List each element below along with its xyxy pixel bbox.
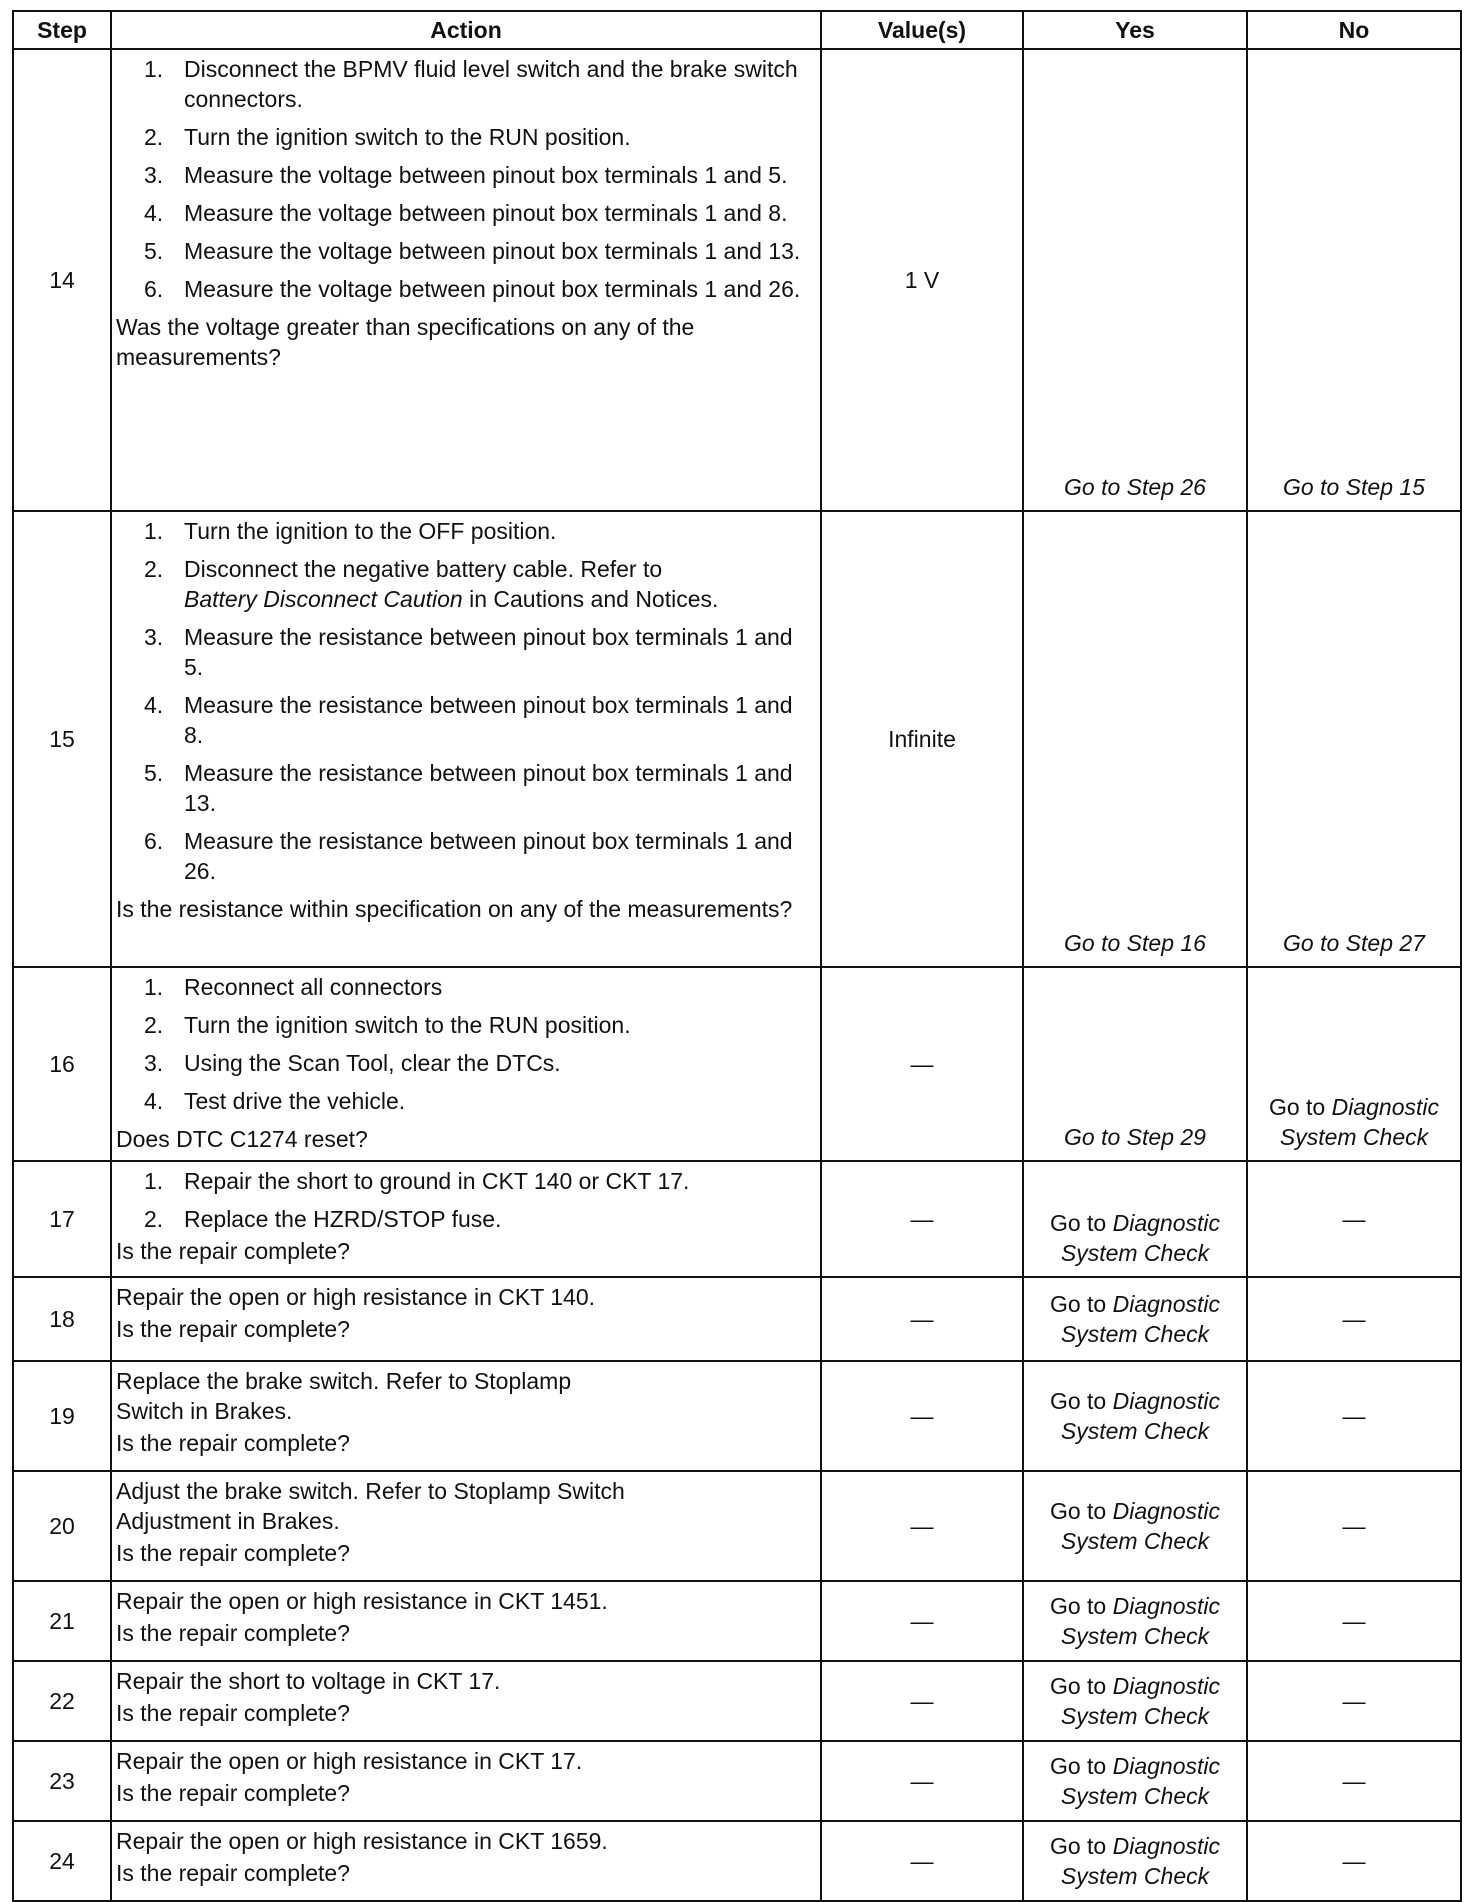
yes-cell bbox=[1023, 967, 1247, 1161]
action-steps-list bbox=[116, 516, 812, 886]
no-cell: — bbox=[1247, 1361, 1461, 1471]
action-cell bbox=[111, 49, 821, 511]
yes-link[interactable]: Go to Diagnostic System Check bbox=[1049, 1593, 1221, 1649]
table-row-step-23 bbox=[13, 1741, 1461, 1821]
table-row-step-16 bbox=[13, 967, 1461, 1161]
step-number: 18 bbox=[13, 1277, 111, 1361]
diagnostic-table-page bbox=[12, 10, 1460, 1902]
yes-link[interactable]: Go to Diagnostic System Check bbox=[1049, 1291, 1221, 1347]
action-step: 3. Measure the resistance between pinout box terminals 1 and 5. bbox=[144, 624, 793, 680]
yes-link[interactable]: Go to Step 26 bbox=[1064, 474, 1206, 500]
table-row-step-24 bbox=[13, 1821, 1461, 1901]
action-step: 2. Turn the ignition switch to the RUN position. bbox=[144, 124, 631, 150]
action-step: 1. Reconnect all connectors bbox=[144, 974, 443, 1000]
no-cell: — bbox=[1247, 1277, 1461, 1361]
step-number: 24 bbox=[13, 1821, 111, 1901]
action-cell bbox=[111, 1661, 821, 1741]
value-cell: — bbox=[821, 1661, 1023, 1741]
action-cell bbox=[111, 511, 821, 967]
value-cell: — bbox=[821, 1161, 1023, 1277]
action-question: Is the repair complete? bbox=[116, 1430, 350, 1456]
value-cell: — bbox=[821, 1821, 1023, 1901]
action-steps-list bbox=[116, 972, 812, 1116]
action-steps-list bbox=[116, 1166, 812, 1234]
value-cell: — bbox=[821, 1741, 1023, 1821]
action-step: 5. Measure the resistance between pinout box terminals 1 and 13. bbox=[144, 760, 793, 816]
no-link[interactable]: Go to Step 27 bbox=[1283, 930, 1425, 956]
no-link[interactable]: Go to Step 15 bbox=[1283, 474, 1425, 500]
diagnostic-table bbox=[12, 10, 1462, 1902]
action-text: Repair the open or high resistance in CKT 140. bbox=[116, 1284, 596, 1310]
action-step: 1. Turn the ignition to the OFF position. bbox=[144, 518, 557, 544]
yes-cell bbox=[1023, 1471, 1247, 1581]
yes-cell bbox=[1023, 511, 1247, 967]
table-row-step-18 bbox=[13, 1277, 1461, 1361]
action-text: Adjust the brake switch. Refer to Stoplamp Switch Adjustment in Brakes. bbox=[116, 1478, 625, 1534]
yes-cell bbox=[1023, 1581, 1247, 1661]
value-cell: 1 V bbox=[821, 49, 1023, 511]
action-question: Is the repair complete? bbox=[116, 1620, 350, 1646]
step-number: 20 bbox=[13, 1471, 111, 1581]
table-row-step-17 bbox=[13, 1161, 1461, 1277]
action-step: 2. Turn the ignition switch to the RUN position. bbox=[144, 1012, 631, 1038]
action-question: Is the repair complete? bbox=[116, 1860, 350, 1886]
yes-link[interactable]: Go to Diagnostic System Check bbox=[1049, 1753, 1221, 1809]
step-number: 17 bbox=[13, 1161, 111, 1277]
action-cell bbox=[111, 1277, 821, 1361]
action-cell bbox=[111, 1361, 821, 1471]
step-number: 16 bbox=[13, 967, 111, 1161]
yes-cell bbox=[1023, 1361, 1247, 1471]
no-cell: — bbox=[1247, 1581, 1461, 1661]
table-header-row bbox=[13, 11, 1461, 49]
yes-link[interactable]: Go to Diagnostic System Check bbox=[1049, 1210, 1221, 1266]
value-cell: — bbox=[821, 1361, 1023, 1471]
yes-link[interactable]: Go to Diagnostic System Check bbox=[1049, 1833, 1221, 1889]
action-text: Repair the short to voltage in CKT 17. bbox=[116, 1668, 501, 1694]
table-row-step-19 bbox=[13, 1361, 1461, 1471]
action-step: 2. Replace the HZRD/STOP fuse. bbox=[144, 1206, 502, 1232]
no-cell bbox=[1247, 49, 1461, 511]
action-cell bbox=[111, 1161, 821, 1277]
action-step: 5. Measure the voltage between pinout box terminals 1 and 13. bbox=[144, 238, 801, 264]
yes-cell bbox=[1023, 49, 1247, 511]
action-cell bbox=[111, 1581, 821, 1661]
yes-link[interactable]: Go to Step 29 bbox=[1064, 1124, 1206, 1150]
action-question: Is the resistance within specification on any of the measurements? bbox=[116, 896, 793, 922]
table-row-step-15 bbox=[13, 511, 1461, 967]
no-cell: — bbox=[1247, 1471, 1461, 1581]
yes-link[interactable]: Go to Step 16 bbox=[1064, 930, 1206, 956]
action-step: 2. Disconnect the negative battery cable. Refer to Battery Disconnect Caution in Cautions and Notices. bbox=[144, 556, 719, 612]
no-cell: — bbox=[1247, 1161, 1461, 1277]
step-number: 21 bbox=[13, 1581, 111, 1661]
action-step: 3. Using the Scan Tool, clear the DTCs. bbox=[144, 1050, 561, 1076]
table-row-step-22 bbox=[13, 1661, 1461, 1741]
no-cell bbox=[1247, 967, 1461, 1161]
action-cell bbox=[111, 1821, 821, 1901]
step-number: 14 bbox=[13, 49, 111, 511]
header-step: Step bbox=[13, 11, 111, 49]
table-row-step-20 bbox=[13, 1471, 1461, 1581]
yes-cell bbox=[1023, 1161, 1247, 1277]
action-text: Repair the open or high resistance in CKT 17. bbox=[116, 1748, 583, 1774]
action-step: 1. Disconnect the BPMV fluid level switch and the brake switch connectors. bbox=[144, 56, 798, 112]
no-cell bbox=[1247, 511, 1461, 967]
header-values: Value(s) bbox=[821, 11, 1023, 49]
value-cell: — bbox=[821, 967, 1023, 1161]
action-question: Is the repair complete? bbox=[116, 1540, 350, 1566]
step-number: 15 bbox=[13, 511, 111, 967]
action-question: Is the repair complete? bbox=[116, 1238, 350, 1264]
header-no: No bbox=[1247, 11, 1461, 49]
action-step: 4. Measure the voltage between pinout box terminals 1 and 8. bbox=[144, 200, 788, 226]
header-yes: Yes bbox=[1023, 11, 1247, 49]
action-step: 6. Measure the voltage between pinout box terminals 1 and 26. bbox=[144, 276, 801, 302]
action-text: Replace the brake switch. Refer to Stoplamp Switch in Brakes. bbox=[116, 1368, 572, 1424]
no-cell: — bbox=[1247, 1741, 1461, 1821]
header-action: Action bbox=[111, 11, 821, 49]
no-cell: — bbox=[1247, 1821, 1461, 1901]
yes-cell bbox=[1023, 1821, 1247, 1901]
action-question: Is the repair complete? bbox=[116, 1316, 350, 1342]
action-steps-list bbox=[116, 54, 812, 304]
no-cell: — bbox=[1247, 1661, 1461, 1741]
table-row-step-14 bbox=[13, 49, 1461, 511]
action-step: 4. Measure the resistance between pinout box terminals 1 and 8. bbox=[144, 692, 793, 748]
action-step: 6. Measure the resistance between pinout box terminals 1 and 26. bbox=[144, 828, 793, 884]
table-row-step-21 bbox=[13, 1581, 1461, 1661]
value-cell: Infinite bbox=[821, 511, 1023, 967]
action-question: Is the repair complete? bbox=[116, 1780, 350, 1806]
action-text: Repair the open or high resistance in CKT 1659. bbox=[116, 1828, 608, 1854]
action-cell bbox=[111, 1471, 821, 1581]
value-cell: — bbox=[821, 1277, 1023, 1361]
step-number: 23 bbox=[13, 1741, 111, 1821]
action-question: Does DTC C1274 reset? bbox=[116, 1126, 368, 1152]
step-number: 22 bbox=[13, 1661, 111, 1741]
action-text: Repair the open or high resistance in CKT 1451. bbox=[116, 1588, 608, 1614]
value-cell: — bbox=[821, 1581, 1023, 1661]
yes-cell bbox=[1023, 1741, 1247, 1821]
action-step: 4. Test drive the vehicle. bbox=[144, 1088, 406, 1114]
yes-link[interactable]: Go to Diagnostic System Check bbox=[1049, 1498, 1221, 1554]
action-question: Was the voltage greater than specifications on any of the measurements? bbox=[116, 314, 695, 370]
yes-link[interactable]: Go to Diagnostic System Check bbox=[1049, 1388, 1221, 1444]
action-question: Is the repair complete? bbox=[116, 1700, 350, 1726]
step-number: 19 bbox=[13, 1361, 111, 1471]
value-cell: — bbox=[821, 1471, 1023, 1581]
action-step: 1. Repair the short to ground in CKT 140 or CKT 17. bbox=[144, 1168, 690, 1194]
yes-cell bbox=[1023, 1277, 1247, 1361]
no-link[interactable]: Go to Diagnostic System Check bbox=[1268, 1094, 1440, 1150]
yes-cell bbox=[1023, 1661, 1247, 1741]
action-cell bbox=[111, 967, 821, 1161]
action-step: 3. Measure the voltage between pinout box terminals 1 and 5. bbox=[144, 162, 788, 188]
yes-link[interactable]: Go to Diagnostic System Check bbox=[1049, 1673, 1221, 1729]
action-cell bbox=[111, 1741, 821, 1821]
